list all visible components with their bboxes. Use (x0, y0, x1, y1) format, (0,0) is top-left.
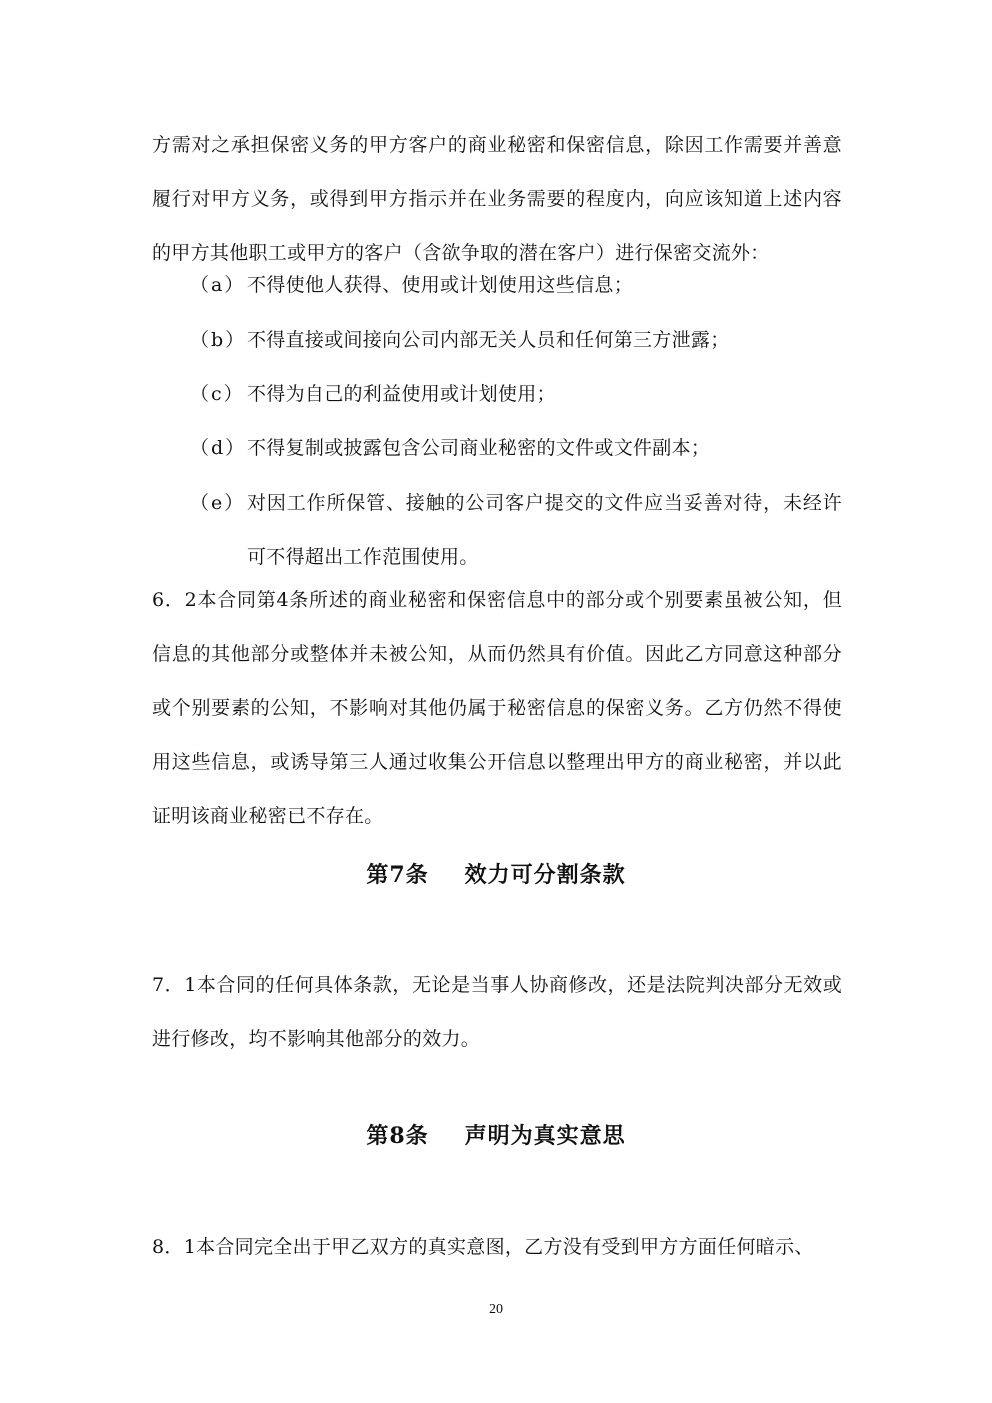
intro-paragraph: 方需对之承担保密义务的甲方客户的商业秘密和保密信息，除因工作需要并善意履行对甲方义务，或得到甲方指示并在业务需要的程度内，向应该知道上述内容的甲方其他职工或甲方的客户（含欲争取的潜在客户）进行保密交流外： (152, 134, 842, 264)
list-item-b (190, 313, 842, 367)
list-text: 不得使他人获得、使用或计划使用这些信息； (247, 274, 634, 296)
article-title: 效力可分割条款 (464, 862, 626, 888)
clause-8-1: 8．1本合同完全出于甲乙双方的真实意图，乙方没有受到甲方方面任何暗示、 (152, 1236, 814, 1258)
list-marker: （d） (190, 437, 247, 459)
list-text: 不得复制或披露包含公司商业秘密的文件或文件副本； (247, 437, 711, 459)
list-text: 对因工作所保管、接触的公司客户提交的文件应当妥善对待，未经许可不得超出工作范围使用。 (247, 492, 842, 568)
list-marker: （e） (190, 492, 246, 514)
list-marker: （c） (190, 383, 245, 405)
article-8-heading (0, 1116, 992, 1156)
list-item-d (190, 421, 842, 475)
list-item-e (190, 476, 842, 584)
article-title: 声明为真实意思 (464, 1123, 626, 1149)
list-marker: （a） (190, 274, 246, 296)
article-number: 第8条 (366, 1123, 429, 1149)
page-number: 20 (489, 1302, 503, 1317)
list-item-c (190, 367, 842, 421)
article-7-heading (0, 855, 992, 895)
list-text: 不得直接或间接向公司内部无关人员和任何第三方泄露； (247, 329, 730, 351)
list-marker: （b） (190, 329, 247, 351)
list-text: 不得为自己的利益使用或计划使用； (247, 383, 556, 405)
list-item-a (190, 258, 842, 312)
clause-7-1: 7．1本合同的任何具体条款，无论是当事人协商修改，还是法院判决部分无效或进行修改，均不影响其他部分的效力。 (152, 974, 842, 1050)
clause-6-2: 6．2本合同第4条所述的商业秘密和保密信息中的部分或个别要素虽被公知，但信息的其他部分或整体并未被公知，从而仍然具有价值。因此乙方同意这种部分或个别要素的公知，不影响对其他仍属于秘密信息的保密义务。乙方仍然不得使用这些信息，或诱导第三人通过收集公开信息以整理出甲方的商业秘密，并以此证明该商业秘密已不存在。 (152, 589, 842, 827)
article-number: 第7条 (366, 862, 429, 888)
